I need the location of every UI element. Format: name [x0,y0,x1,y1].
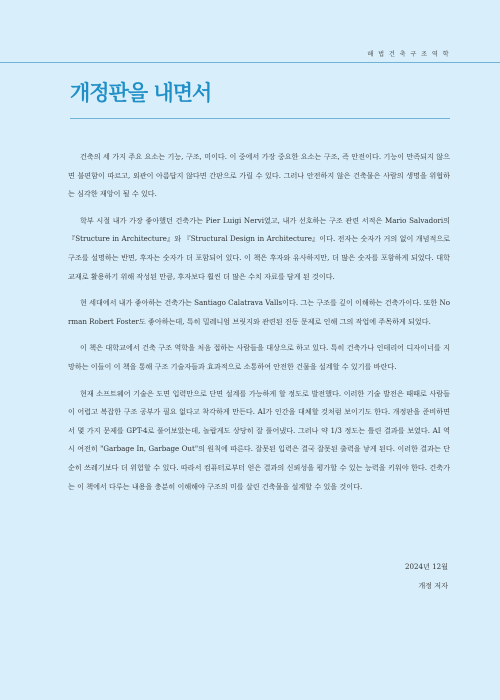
signature-date: 2024년 12월 [404,562,448,571]
page-title: 개정판을 내면서 [70,81,212,105]
header-rule [0,62,500,63]
paragraph-3: 현 세대에서 내가 좋아하는 건축가는 Santiago Calatrava Valls이다. 그는 구조를 깊이 이해하는 건축가이다. 또한 Norman Robert Foster도 좋아하는데, 특히 밀레니엄 브릿지와 관련된 진동 문제로 인해 그의 작업에 주목하게 되었다. [68,298,450,326]
running-header: 해 법 건 축 구 조 역 학 [367,51,450,58]
paragraph-2: 학부 시절 내가 가장 좋아했던 건축가는 Pier Luigi Nervi였고, 내가 선호하는 구조 관련 서적은 Mario Salvadori의 『Structure in Architecture』와 『Structural Design in Architecture』이다. 전자는 숫자가 거의 없이 개념적으로 구조를 설명하는 반면, 후자는 숫자가 더 포함되어 있다. 이 책은 후자와 유사하지만, 더 많은 숫자를 포함하게 되었다. 대학교재로 활용하기 위해 작성된 만큼, 후자보다 훨씬 더 많은 수치 자료를 담게 된 것이다. [68,215,450,281]
signature-block [405,558,448,595]
title-rule [70,118,450,119]
paragraph-1: 건축의 세 가지 주요 요소는 기능, 구조, 미이다. 이 중에서 가장 중요한 요소는 구조, 즉 안전이다. 기능이 만족되지 않으면 불편함이 따르고, 외관이 아름답지 않다면 간판으로 가릴 수 있다. 그러나 안전하지 않은 건축물은 사람의 생명을 위협하는 심각한 재앙이 될 수 있다. [68,152,450,199]
paragraph-5: 현재 소프트웨어 기술은 도면 입력만으로 단면 설계를 가능하게 할 정도로 발전했다. 이러한 기술 발전은 때때로 사람들이 어렵고 복잡한 구조 공부가 필요 없다고 착각하게 만든다. AI가 인간을 대체할 것처럼 보이기도 한다. 개정판을 준비하면서 몇 가지 문제를 GPT-4로 풀어보았는데, 놀랍게도 상당히 잘 풀어냈다. 그러나 약 1/3 정도는 틀린 결과를 보였다. AI 역시 여전히 "Garbage In, Garbage Out"의 원칙에 따른다. 잘못된 입력은 결국 잘못된 출력을 낳게 된다. 이러한 결과는 단순히 쓰레기보다 더 위험할 수 있다. 따라서 컴퓨터로부터 얻은 결과의 신뢰성을 평가할 수 있는 능력을 키워야 한다. 건축가는 이 책에서 다루는 내용을 충분히 이해해야 구조의 미를 살린 건축물을 설계할 수 있을 것이다. [68,388,450,491]
paragraph-4: 이 책은 대학교에서 건축 구조 역학을 처음 접하는 사람들을 대상으로 하고 있다. 특히 건축가나 인테리어 디자이너를 지망하는 이들이 이 책을 통해 구조 기술자들과 효과적으로 소통하여 안전한 건물을 설계할 수 있기를 바란다. [68,343,450,371]
signature-author: 개정 저자 [418,580,448,590]
preface-body [68,148,450,504]
